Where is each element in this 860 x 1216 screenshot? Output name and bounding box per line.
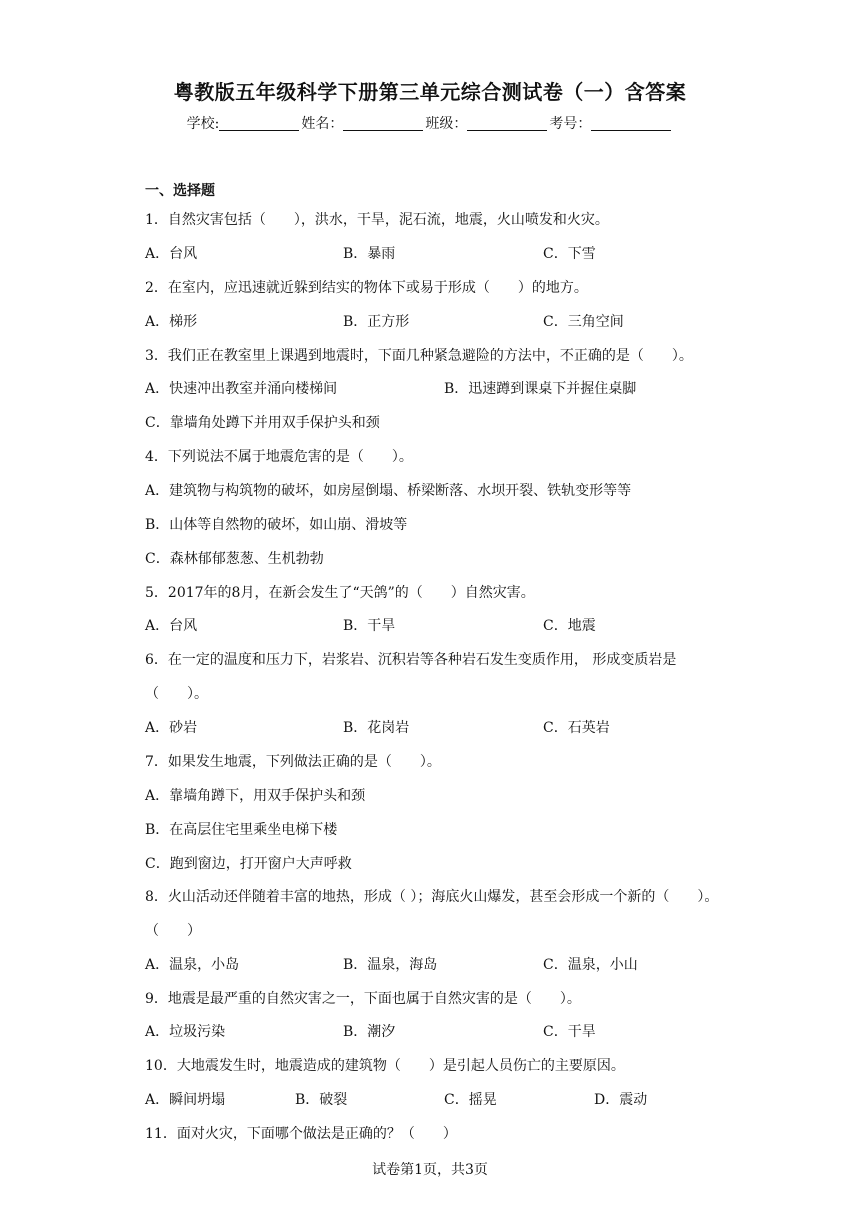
q3-option-c: C．靠墙角处蹲下并用双手保护头和颈: [145, 415, 380, 431]
question-5: 5．2017年的8月，在新会发生了“天鸽”的（ ）自然灾害。: [145, 585, 535, 601]
q7-option-a: A．靠墙角蹲下，用双手保护头和颈: [145, 788, 366, 804]
q4-option-b: B．山体等自然物的破坏，如山崩、滑坡等: [145, 517, 408, 533]
q3-option-b: B．迅速蹲到课桌下并握住桌脚: [444, 381, 637, 397]
q10-option-a: A．瞬间坍塌: [145, 1092, 226, 1108]
q7-option-b: B．在高层住宅里乘坐电梯下楼: [145, 822, 338, 838]
class-label: 班级：: [425, 116, 468, 132]
q6-option-a: A．砂岩: [145, 720, 198, 736]
q2-option-a: A．梯形: [145, 314, 198, 330]
q8-option-a: A．温泉，小岛: [145, 957, 240, 973]
q9-option-c: C．干旱: [543, 1024, 596, 1040]
student-info-line: [0, 113, 860, 133]
q3-option-a: A．快速冲出教室并涌向楼梯间: [145, 381, 338, 397]
question-8-cont: （ ）: [145, 923, 201, 939]
q9-option-a: A．垃圾污染: [145, 1024, 226, 1040]
exam-no-label: 考号：: [549, 116, 592, 132]
q4-option-c: C．森林郁郁葱葱、生机勃勃: [145, 551, 324, 567]
question-4: 4．下列说法不属于地震危害的是（ ）。: [145, 449, 413, 465]
q1-option-b: B．暴雨: [343, 246, 396, 262]
question-2: 2．在室内，应迅速就近躲到结实的物体下或易于形成（ ）的地方。: [145, 280, 588, 296]
name-blank: [343, 116, 423, 131]
q10-option-b: B．破裂: [295, 1092, 348, 1108]
q2-option-b: B．正方形: [343, 314, 410, 330]
q10-option-d: D．震动: [594, 1092, 648, 1108]
question-10: 10．大地震发生时，地震造成的建筑物（ ）是引起人员伤亡的主要原因。: [145, 1058, 625, 1074]
q10-option-c: C．摇晃: [444, 1092, 497, 1108]
q5-option-b: B．干旱: [343, 618, 396, 634]
q1-option-a: A．台风: [145, 246, 198, 262]
q6-option-c: C．石英岩: [543, 720, 610, 736]
q6-option-b: B．花岗岩: [343, 720, 410, 736]
q9-option-b: B．潮汐: [343, 1024, 396, 1040]
page-title: 粤教版五年级科学下册第三单元综合测试卷（一）含答案: [173, 80, 687, 104]
section-heading: 一、选择题: [145, 183, 215, 199]
question-1: 1．自然灾害包括（ ），洪水，干旱，泥石流，地震，火山喷发和火灾。: [145, 212, 609, 228]
q2-option-c: C．三角空间: [543, 314, 624, 330]
q8-option-c: C．温泉，小山: [543, 957, 638, 973]
question-3: 3．我们正在教室里上课遇到地震时，下面几种紧急避险的方法中，不正确的是（ ）。: [145, 348, 693, 364]
question-6: 6．在一定的温度和压力下，岩浆岩、沉积岩等各种岩石发生变质作用， 形成变质岩是: [145, 652, 677, 668]
q4-option-a: A．建筑物与构筑物的破坏，如房屋倒塌、桥梁断落、水坝开裂、铁轨变形等等: [145, 483, 632, 499]
q7-option-c: C．跑到窗边，打开窗户大声呼救: [145, 856, 352, 872]
class-blank: [467, 116, 547, 131]
q5-option-a: A．台风: [145, 618, 198, 634]
q1-option-c: C．下雪: [543, 246, 596, 262]
question-11: 11．面对火灾，下面哪个做法是正确的？（ ）: [145, 1126, 457, 1142]
question-6-cont: （ ）。: [145, 686, 208, 702]
school-label: 学校:: [186, 116, 220, 132]
question-7: 7．如果发生地震，下列做法正确的是（ ）。: [145, 754, 441, 770]
q8-option-b: B．温泉，海岛: [343, 957, 438, 973]
page-footer: 试卷第1页，共3页: [372, 1162, 488, 1178]
name-label: 姓名：: [301, 116, 344, 132]
exam-no-blank: [591, 116, 671, 131]
q5-option-c: C．地震: [543, 618, 596, 634]
question-8: 8．火山活动还伴随着丰富的地热，形成（ ）；海底火山爆发，甚至会形成一个新的（ ）。: [145, 889, 719, 905]
school-blank: [219, 116, 299, 131]
question-9: 9．地震是最严重的自然灾害之一，下面也属于自然灾害的是（ ）。: [145, 991, 581, 1007]
